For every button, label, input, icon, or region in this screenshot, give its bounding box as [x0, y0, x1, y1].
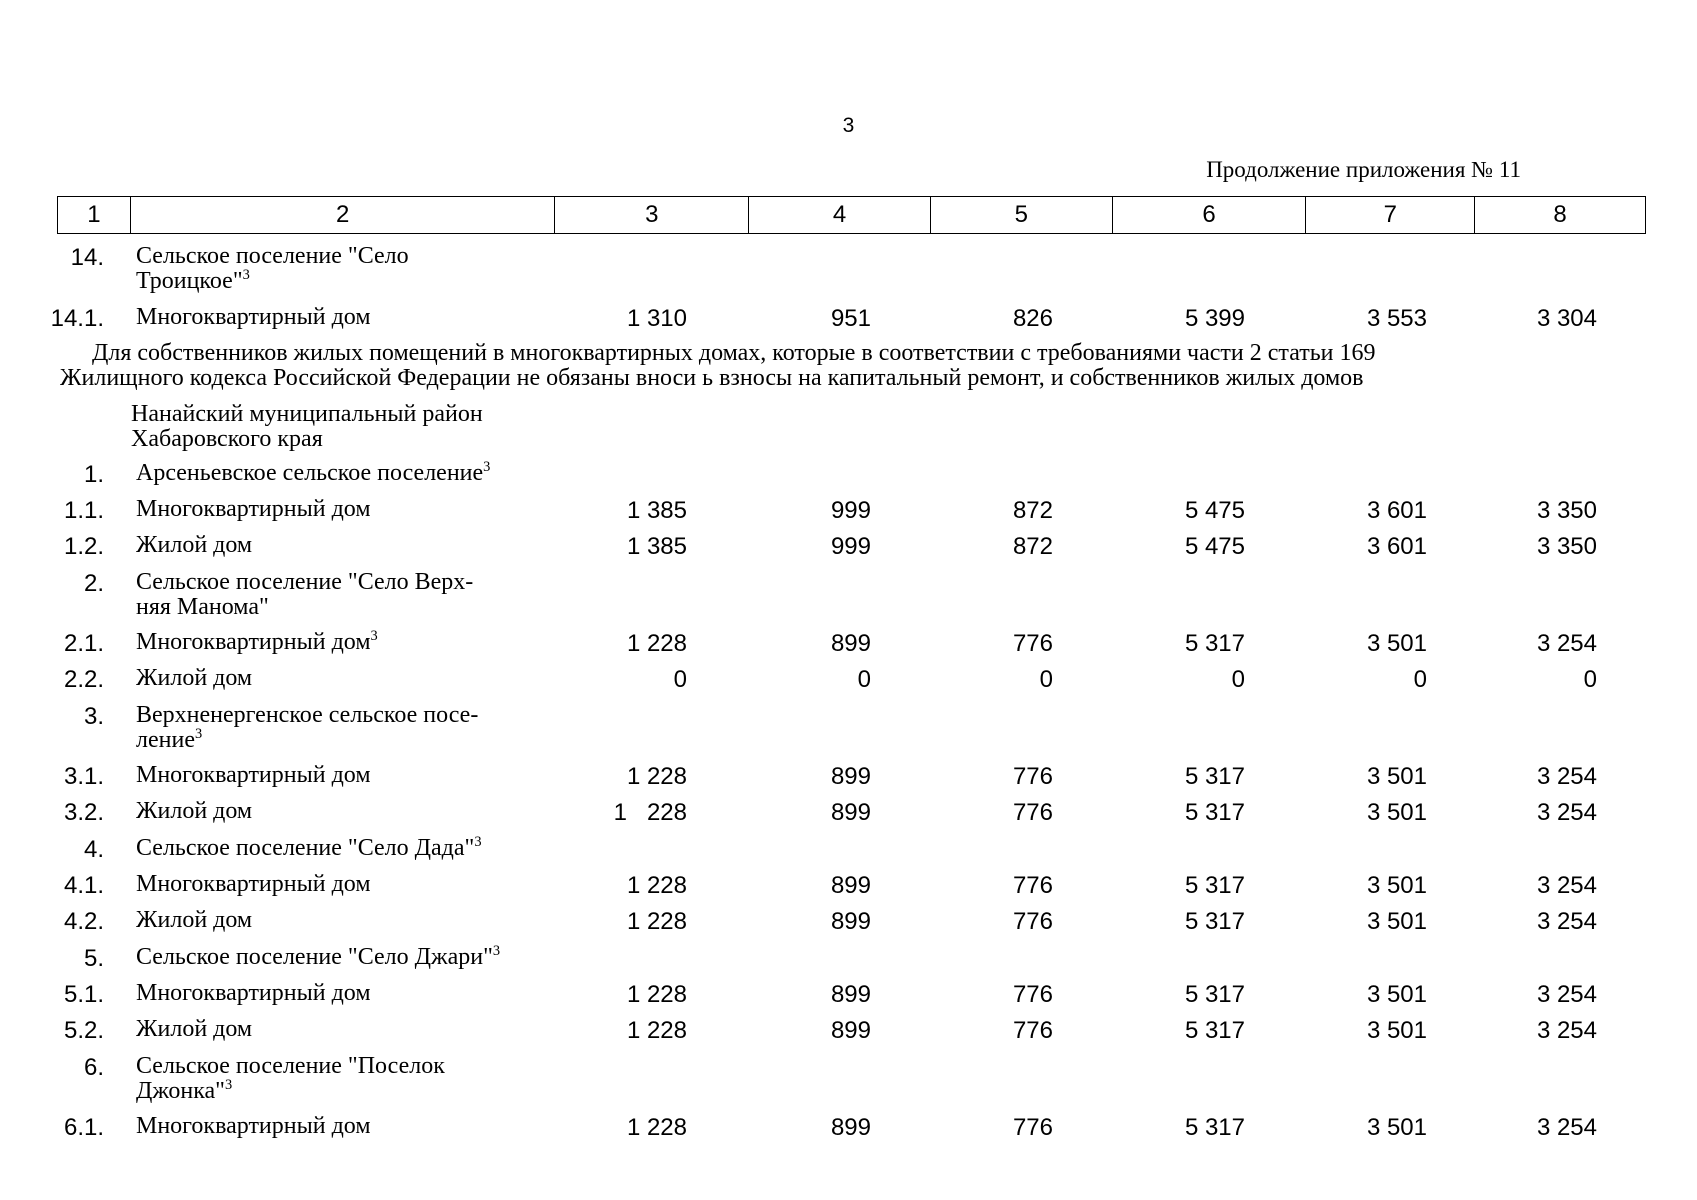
table-row	[0, 799, 1697, 833]
value-cell-col-3: 1 228	[626, 872, 687, 899]
table-row	[0, 908, 1697, 942]
row-label	[136, 1054, 445, 1104]
row-number: 1.	[83, 461, 104, 488]
row-label	[136, 763, 371, 788]
row-label-line: Жилой дом	[136, 665, 253, 691]
row-number: 2.1.	[63, 630, 104, 657]
row-label-line: Жилой дом	[136, 798, 253, 824]
value-cell-col-7: 3 501	[1366, 763, 1427, 790]
value-cell-col-8: 3 254	[1536, 799, 1597, 826]
header-cell-3: 3	[555, 197, 749, 233]
value-cell-col-8: 3 254	[1536, 981, 1597, 1008]
value-cell-col-4: 899	[830, 1114, 871, 1141]
row-label-line: Арсеньевское сельское поселение$^3$	[136, 459, 491, 486]
table-row	[0, 1114, 1697, 1148]
row-number: 1.1.	[63, 497, 104, 524]
row-label	[136, 836, 482, 861]
table-row	[0, 981, 1697, 1015]
header-cell-2: 2	[131, 197, 555, 233]
value-cell-col-8: 3 254	[1536, 1017, 1597, 1044]
row-label-line: Сельское поселение "Село	[136, 243, 409, 269]
value-cell-col-8: 3 350	[1536, 497, 1597, 524]
value-cell-col-6: 5 475	[1184, 533, 1245, 560]
value-cell-col-3: 1 310	[626, 305, 687, 332]
value-cell-col-5: 0	[1039, 666, 1053, 693]
row-label	[136, 666, 252, 691]
table-row	[0, 243, 1697, 294]
value-cell-col-7: 3 501	[1366, 872, 1427, 899]
value-cell-col-7: 3 501	[1366, 630, 1427, 657]
value-cell-col-3: 1 228	[626, 1114, 687, 1141]
value-cell-col-4: 899	[830, 763, 871, 790]
value-cell-col-4: 899	[830, 981, 871, 1008]
value-cell-col-4: 999	[830, 497, 871, 524]
value-cell-col-3: 1 228	[626, 763, 687, 790]
value-cell-col-7: 3 501	[1366, 981, 1427, 1008]
row-label	[136, 497, 371, 522]
header-cell-4: 4	[749, 197, 931, 233]
value-cell-col-4: 899	[830, 799, 871, 826]
row-number: 5.2.	[63, 1017, 104, 1044]
row-label	[136, 799, 252, 824]
value-cell-col-4: 899	[830, 908, 871, 935]
value-cell-col-3: 1 228	[626, 908, 687, 935]
row-number: 3.	[83, 703, 104, 730]
row-label-line: Сельское поселение "Село Верх-	[136, 569, 474, 595]
row-number: 4.2.	[63, 908, 104, 935]
value-cell-col-7: 0	[1413, 666, 1427, 693]
footnote-marker: 3	[194, 726, 203, 742]
row-number: 3.2.	[63, 799, 104, 826]
value-cell-col-6: 5 317	[1184, 763, 1245, 790]
value-cell-col-5: 776	[1012, 908, 1053, 935]
value-cell-col-6: 5 475	[1184, 497, 1245, 524]
value-cell-col-6: 5 317	[1184, 908, 1245, 935]
value-cell-col-4: 899	[830, 1017, 871, 1044]
value-cell-col-4: 951	[830, 305, 871, 332]
row-label-line: Верхненергенское сельское посе-	[136, 702, 479, 728]
table-row	[0, 945, 1697, 979]
value-cell-col-4: 0	[857, 666, 871, 693]
table-header-row	[57, 196, 1646, 234]
table-row	[0, 763, 1697, 797]
row-number: 5.	[83, 945, 104, 972]
row-number: 14.1.	[50, 305, 104, 332]
header-cell-1: 1	[58, 197, 131, 233]
row-label-line: Многоквартирный дом$^3$	[136, 628, 378, 655]
row-label-line: Многоквартирный дом	[136, 762, 371, 788]
value-cell-col-5: 776	[1012, 630, 1053, 657]
value-cell-col-7: 3 601	[1366, 533, 1427, 560]
value-cell-col-6: 0	[1231, 666, 1245, 693]
row-label-line: Многоквартирный дом	[136, 496, 371, 522]
row-label-line: Многоквартирный дом	[136, 980, 371, 1006]
footnote-marker: 3	[474, 834, 482, 850]
value-cell-col-8: 3 350	[1536, 533, 1597, 560]
table-row	[0, 702, 1697, 753]
row-label	[136, 1017, 252, 1042]
value-cell-col-6: 5 317	[1184, 872, 1245, 899]
row-number: 4.1.	[63, 872, 104, 899]
footnote-marker: 3	[483, 459, 491, 475]
row-label	[136, 533, 252, 558]
header-cell-5: 5	[931, 197, 1113, 233]
row-label-line: Жилой дом	[136, 532, 253, 558]
row-label	[136, 981, 371, 1006]
value-cell-col-3: 0	[673, 666, 687, 693]
value-cell-col-3: 1 228	[626, 981, 687, 1008]
row-number: 5.1.	[63, 981, 104, 1008]
row-number: 6.1.	[63, 1114, 104, 1141]
table-row	[0, 630, 1697, 664]
value-cell-col-5: 826	[1012, 305, 1053, 332]
row-label-line: Сельское поселение "Село Джари"$^3$	[136, 943, 501, 970]
value-cell-col-3: 1 228	[613, 799, 687, 826]
row-number: 3.1.	[63, 763, 104, 790]
value-cell-col-8: 3 254	[1536, 1114, 1597, 1141]
value-cell-col-8: 3 254	[1536, 872, 1597, 899]
district-line-1: Нанайский муниципальный район	[131, 401, 483, 427]
value-cell-col-3: 1 228	[626, 1017, 687, 1044]
row-label	[136, 945, 500, 970]
note-line-1: Для собственников жилых помещений в многоквартирных домах, которые в соответствии с требованиями части 2 статьи 169	[92, 340, 1376, 366]
row-number: 1.2.	[63, 533, 104, 560]
table-row	[0, 461, 1697, 495]
row-label-line: Многоквартирный дом	[136, 871, 371, 897]
value-cell-col-4: 899	[830, 872, 871, 899]
footnote-marker: 3	[224, 1077, 233, 1093]
row-label	[136, 703, 478, 753]
row-label	[136, 570, 473, 620]
value-cell-col-7: 3 501	[1366, 1017, 1427, 1044]
row-number: 6.	[83, 1054, 104, 1081]
note-line-2: Жилищного кодекса Российской Федерации не обязаны вноси ь взносы на капитальный ремонт, и собственников жилых домов	[60, 365, 1364, 391]
table-row	[0, 533, 1697, 567]
row-number: 14.	[70, 244, 104, 271]
table-row	[0, 1017, 1697, 1051]
footnote-marker: 3	[492, 943, 501, 959]
row-label	[136, 1114, 371, 1139]
table-row	[0, 305, 1697, 339]
value-cell-col-3: 1 385	[626, 497, 687, 524]
row-number: 2.2.	[63, 666, 104, 693]
value-cell-col-6: 5 317	[1184, 981, 1245, 1008]
note-paragraph	[60, 341, 1650, 391]
row-label-line: Жилой дом	[136, 907, 253, 933]
value-cell-col-4: 899	[830, 630, 871, 657]
value-cell-col-6: 5 317	[1184, 630, 1245, 657]
row-label-line: Жилой дом	[136, 1016, 253, 1042]
row-label	[136, 908, 252, 933]
value-cell-col-8: 3 254	[1536, 908, 1597, 935]
row-label-line: Многоквартирный дом	[136, 304, 371, 330]
value-cell-col-4: 999	[830, 533, 871, 560]
row-label-line: Сельское поселение "Село Дада"$^3$	[136, 834, 482, 861]
value-cell-col-7: 3 501	[1366, 1114, 1427, 1141]
row-number: 2.	[83, 570, 104, 597]
value-cell-col-5: 776	[1012, 799, 1053, 826]
value-cell-col-6: 5 317	[1184, 1017, 1245, 1044]
value-cell-col-6: 5 399	[1184, 305, 1245, 332]
row-label-line: няя Манома"	[136, 594, 269, 620]
row-label	[136, 872, 371, 897]
row-label-line: Джонка"$^3$	[136, 1077, 233, 1104]
row-label	[136, 461, 490, 486]
page-number: 3	[842, 114, 855, 137]
row-label	[136, 630, 378, 655]
district-heading	[131, 402, 483, 452]
table-row	[0, 497, 1697, 531]
value-cell-col-5: 776	[1012, 1114, 1053, 1141]
value-cell-col-8: 0	[1583, 666, 1597, 693]
value-cell-col-7: 3 601	[1366, 497, 1427, 524]
value-cell-col-5: 872	[1012, 533, 1053, 560]
footnote-marker: 3	[370, 628, 378, 644]
value-cell-col-5: 872	[1012, 497, 1053, 524]
value-cell-col-8: 3 254	[1536, 763, 1597, 790]
row-label	[136, 244, 409, 294]
value-cell-col-7: 3 553	[1366, 305, 1427, 332]
row-label	[136, 305, 371, 330]
value-cell-col-7: 3 501	[1366, 799, 1427, 826]
value-cell-col-7: 3 501	[1366, 908, 1427, 935]
table-row	[0, 666, 1697, 700]
value-cell-col-8: 3 304	[1536, 305, 1597, 332]
header-cell-7: 7	[1306, 197, 1475, 233]
value-cell-col-6: 5 317	[1184, 1114, 1245, 1141]
value-cell-col-5: 776	[1012, 981, 1053, 1008]
value-cell-col-3: 1 228	[626, 630, 687, 657]
table-row	[0, 569, 1697, 620]
table-row	[0, 1053, 1697, 1104]
district-line-2: Хабаровского края	[131, 426, 323, 452]
row-label-line: Троицкое"$^3$	[136, 267, 250, 294]
appendix-continuation-title: Продолжение приложения № 11	[1206, 157, 1521, 182]
row-label-line: ление$^3$	[136, 726, 203, 753]
value-cell-col-5: 776	[1012, 763, 1053, 790]
header-cell-8: 8	[1553, 201, 1567, 228]
table-row	[0, 872, 1697, 906]
header-cell-6: 6	[1113, 197, 1307, 233]
value-cell-col-3: 1 385	[626, 533, 687, 560]
row-label-line: Сельское поселение "Поселок	[136, 1053, 445, 1079]
value-cell-col-5: 776	[1012, 872, 1053, 899]
row-number: 4.	[83, 836, 104, 863]
row-label-line: Многоквартирный дом	[136, 1113, 371, 1139]
value-cell-col-6: 5 317	[1184, 799, 1245, 826]
table-row	[0, 836, 1697, 870]
value-cell-col-8: 3 254	[1536, 630, 1597, 657]
value-cell-col-5: 776	[1012, 1017, 1053, 1044]
footnote-marker: 3	[242, 267, 250, 283]
